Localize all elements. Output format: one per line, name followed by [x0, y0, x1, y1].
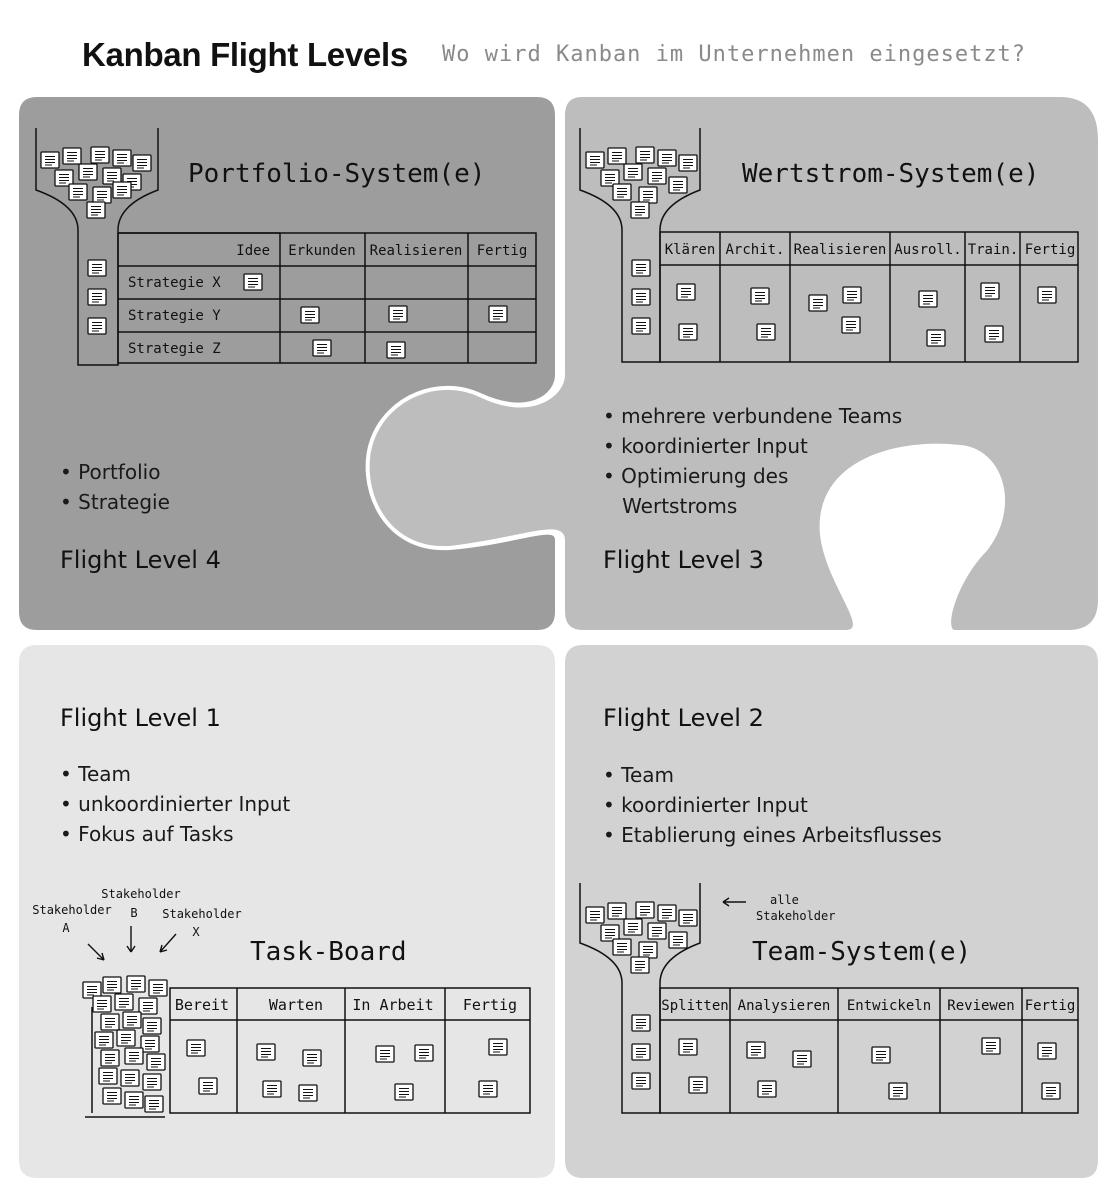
column-label: In Arbeit: [352, 996, 434, 1014]
note-line: Stakeholder: [756, 909, 836, 923]
column-label: Klären: [664, 242, 716, 258]
bullet-item: • koordinierter Input: [603, 790, 942, 820]
stakeholder-b-id: B: [130, 906, 138, 920]
bullet-item: • Optimierung des: [603, 461, 902, 491]
board-title: Wertstrom-System(e): [742, 159, 1040, 189]
stakeholder-x-label: Stakeholder: [162, 907, 242, 921]
bullet-item: • Portfolio: [60, 457, 170, 487]
column-label: Reviewen: [947, 998, 1015, 1014]
column-label: Splitten: [661, 998, 729, 1014]
stakeholder-b-label: Stakeholder: [101, 887, 181, 901]
bullet-item: • Team: [60, 759, 290, 789]
column-label: Fertig: [1024, 998, 1076, 1014]
bullet-item-continuation: Wertstroms: [622, 494, 738, 518]
flight-level-4-bullets: [60, 457, 170, 517]
column-label: Realisieren: [369, 243, 463, 259]
stakeholder-x-id: X: [192, 925, 200, 939]
flight-level-4-title: Flight Level 4: [60, 546, 221, 574]
flight-level-3-title: Flight Level 3: [603, 546, 764, 574]
row-label: Strategie X: [128, 275, 221, 291]
page-title: Kanban Flight Levels: [82, 36, 408, 73]
board-title: Portfolio-System(e): [188, 159, 486, 189]
column-label: Analysieren: [737, 998, 831, 1014]
stakeholder-a-label: Stakeholder: [32, 903, 112, 917]
team-board-labels: [661, 998, 1075, 1014]
column-label: Fertig: [1024, 242, 1076, 258]
column-label: Fertig: [476, 243, 528, 259]
stakeholder-a-id: A: [62, 921, 70, 935]
board-title: Team-System(e): [752, 937, 972, 967]
flight-level-1-title: Flight Level 1: [60, 704, 221, 732]
flight-level-1-bullets: [60, 759, 290, 849]
column-label: Train.: [967, 242, 1019, 258]
column-label: Erkunden: [288, 243, 356, 259]
note-line: alle: [770, 893, 799, 907]
bullet-item: • mehrere verbundene Teams: [603, 401, 902, 431]
page-subtitle: Wo wird Kanban im Unternehmen eingesetzt?: [442, 42, 1027, 67]
column-label: Archit.: [725, 242, 785, 258]
column-label: Idee: [236, 243, 270, 259]
bullet-item: • Fokus auf Tasks: [60, 819, 290, 849]
flight-level-2-bullets: [603, 760, 942, 850]
column-label: Warten: [268, 996, 324, 1014]
row-label: Strategie Z: [128, 341, 221, 357]
column-label: Entwickeln: [846, 998, 932, 1014]
board-title: Task-Board: [250, 937, 407, 967]
bullet-item: • Strategie: [60, 487, 170, 517]
bullet-item: • Etablierung eines Arbeitsflusses: [603, 820, 942, 850]
column-label: Realisieren: [793, 242, 887, 258]
bullet-item: • koordinierter Input: [603, 431, 902, 461]
flight-level-3-bullets: [603, 401, 902, 521]
bullet-item: • Team: [603, 760, 942, 790]
column-label: Bereit: [174, 996, 230, 1014]
flight-level-2-title: Flight Level 2: [603, 704, 764, 732]
column-label: Ausroll.: [894, 242, 962, 258]
column-label: Fertig: [462, 996, 518, 1014]
row-label: Strategie Y: [128, 308, 221, 324]
wertstrom-board-labels: [665, 242, 1076, 258]
bullet-item: • unkoordinierter Input: [60, 789, 290, 819]
